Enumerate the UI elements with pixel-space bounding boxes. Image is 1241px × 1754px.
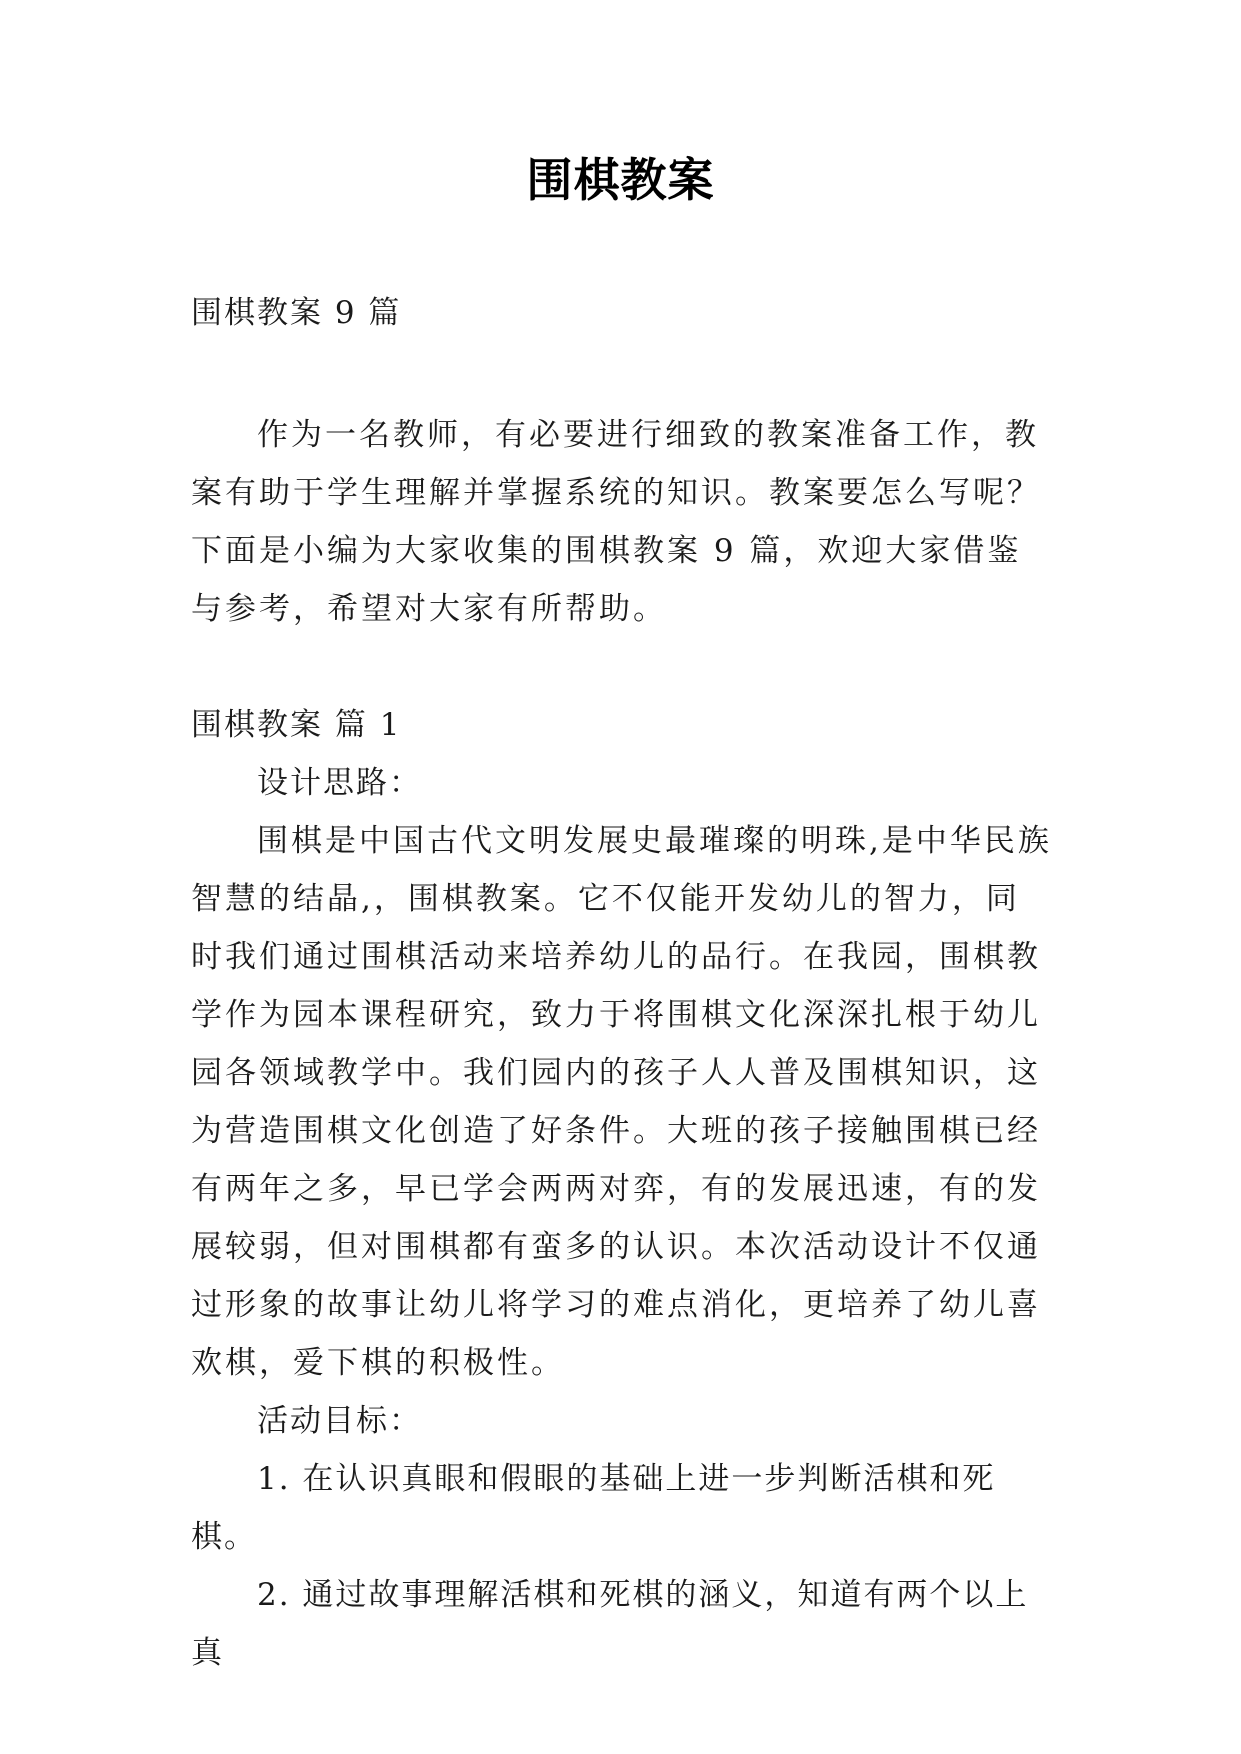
design-paragraph: 围棋是中国古代文明发展史最璀璨的明珠,是中华民族智慧的结晶,，围棋教案。它不仅能开发幼儿的智力，同时我们通过围棋活动来培养幼儿的品行。在我园，围棋教学作为园本课程研究，致力于将围棋文化深深扎根于幼儿园各领域教学中。我们园内的孩子人人普及围棋知识，这为营造围棋文化创造了好条件。大班的孩子接触围棋已经有两年之多，早已学会两两对弈，有的发展迅速，有的发展较弱，但对围棋都有蛮多的认识。本次活动设计不仅通过形象的故事让幼儿将学习的难点消化，更培养了幼儿喜欢棋，爱下棋的积极性。 <box>191 823 1052 1381</box>
document-title: 围棋教案 <box>526 153 715 207</box>
document-subtitle: 围棋教案 9 篇 <box>191 295 402 331</box>
intro-paragraph: 作为一名教师，有必要进行细致的教案准备工作，教案有助于学生理解并掌握系统的知识。教案要怎么写呢？下面是小编为大家收集的围棋教案 9 篇，欢迎大家借鉴与参考，希望对大家有所帮助。 <box>191 417 1041 627</box>
goal-item: 2. 通过故事理解活棋和死棋的涵义，知道有两个以上真 <box>191 1577 1029 1671</box>
goals-label: 活动目标： <box>257 1403 422 1439</box>
goal-item: 1. 在认识真眼和假眼的基础上进一步判断活棋和死棋。 <box>191 1461 996 1555</box>
section-heading: 围棋教案 篇 1 <box>191 707 402 743</box>
section-1 <box>191 696 1053 1682</box>
design-label: 设计思路： <box>257 765 422 801</box>
